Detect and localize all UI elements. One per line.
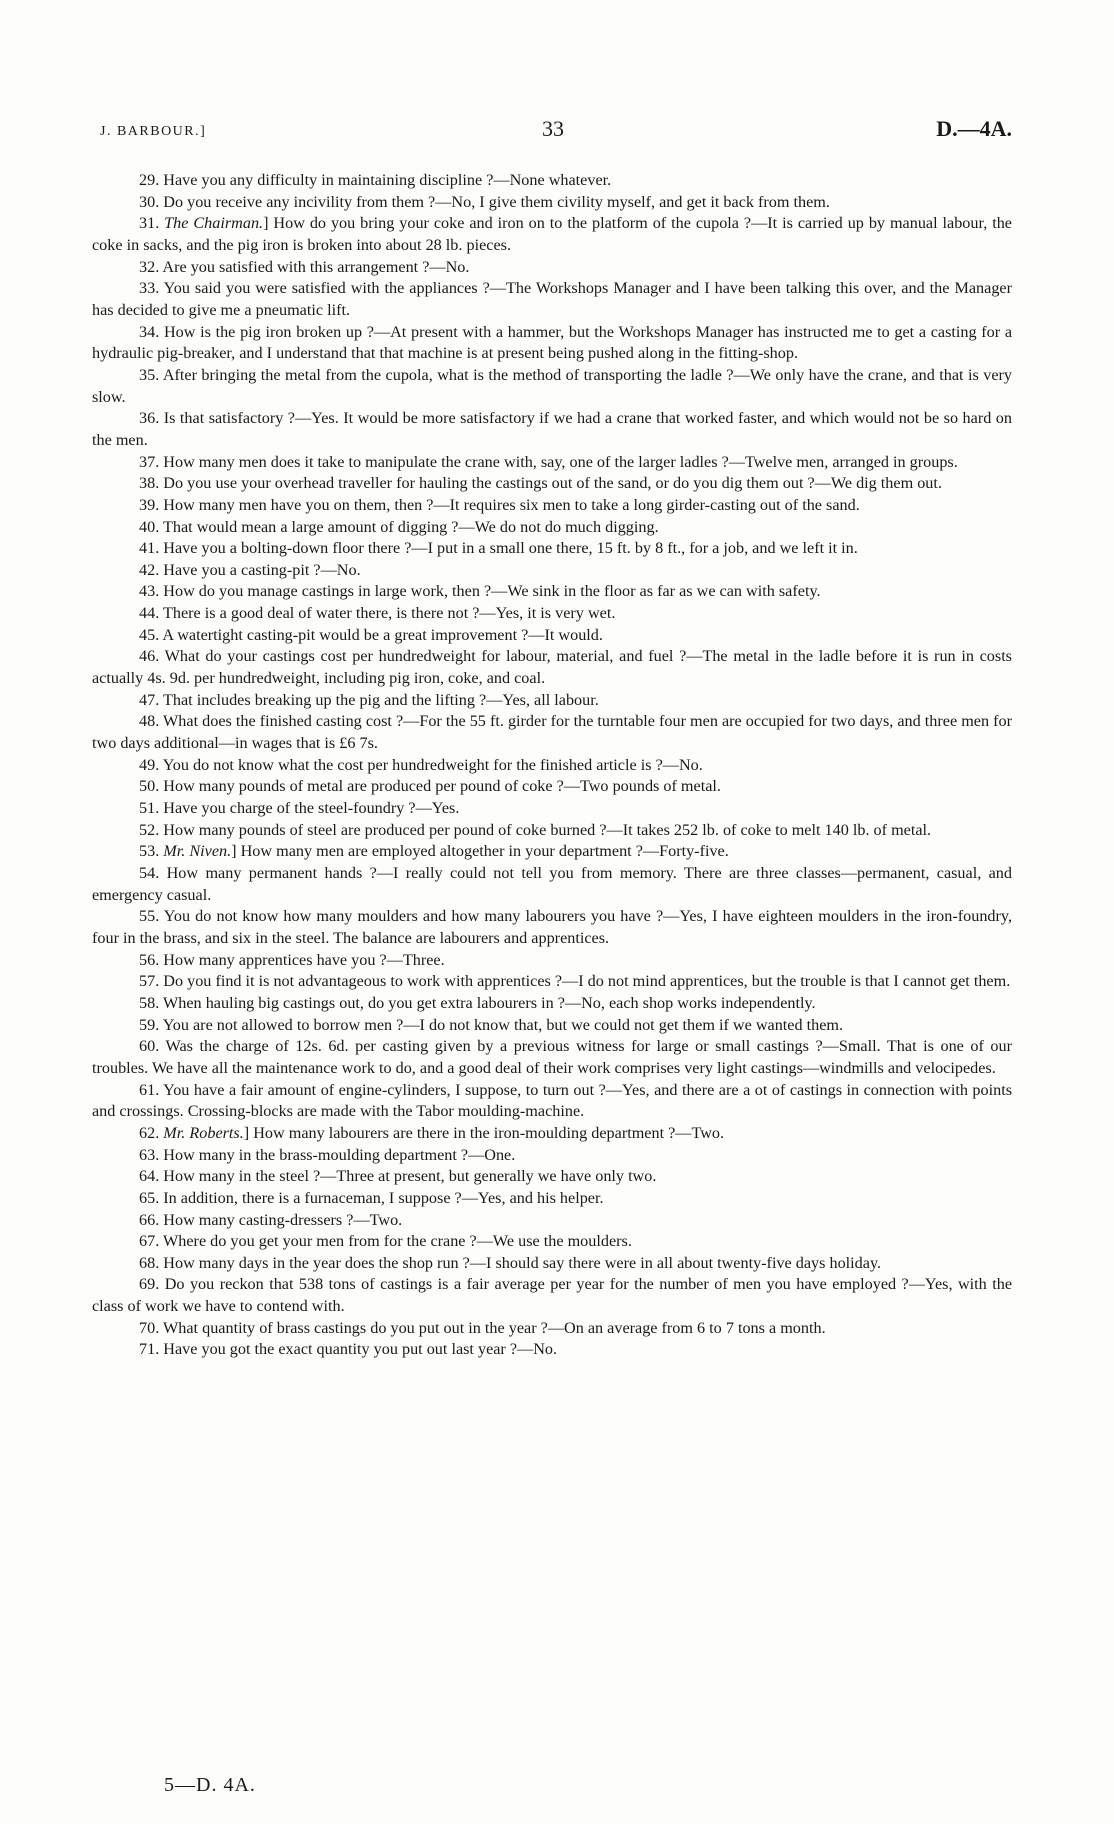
question-answer-text: Have you got the exact quantity you put out last year ?—No. (163, 1340, 558, 1359)
question-answer-text: There is a good deal of water there, is there not ?—Yes, it is very wet. (163, 604, 616, 623)
question-number: 40. (139, 517, 160, 536)
question-answer-text: That includes breaking up the pig and the lifting ?—Yes, all labour. (163, 690, 599, 709)
testimony-paragraph (92, 950, 1012, 972)
testimony-paragraph (92, 755, 1012, 777)
question-number: 53. (139, 842, 160, 861)
question-number: 63. (139, 1145, 160, 1164)
question-answer-text: How many days in the year does the shop run ?—I should say there were in all about twenty-five days holiday. (163, 1253, 882, 1272)
question-number: 68. (139, 1253, 160, 1272)
question-answer-text: How many men does it take to manipulate the crane with, say, one of the larger ladles ?—Twelve men, arranged in groups. (163, 452, 958, 471)
testimony-paragraph (92, 473, 1012, 495)
testimony-paragraph (92, 538, 1012, 560)
question-number: 46. (139, 647, 160, 666)
question-number: 71. (139, 1340, 160, 1359)
page-number: 33 (542, 116, 564, 141)
testimony-paragraph (92, 776, 1012, 798)
question-answer-text: Have you any difficulty in maintaining discipline ?—None whatever. (163, 171, 612, 189)
question-answer-text: ] How many labourers are there in the iron-moulding department ?—Two. (243, 1123, 725, 1142)
question-number: 33. (139, 279, 160, 298)
question-number: 35. (139, 365, 160, 384)
question-answer-text: After bringing the metal from the cupola, what is the method of transporting the ladle ?—We only have the crane, and that is very slow. (92, 365, 1013, 406)
question-answer-text: Are you satisfied with this arrangement ?—No. (162, 257, 470, 276)
question-answer-text: You are not allowed to borrow men ?—I do not know that, but we could not get them if we wanted them. (162, 1015, 844, 1034)
testimony-paragraph (92, 625, 1012, 647)
testimony-paragraph (92, 560, 1012, 582)
testimony-paragraph (92, 1318, 1012, 1340)
question-answer-text: Do you find it is not advantageous to work with apprentices ?—I do not mind apprentices, but the trouble is that I cannot get them. (163, 972, 1011, 991)
testimony-paragraph (92, 1188, 1012, 1210)
question-answer-text: ] How do you bring your coke and iron on to the platform of the cupola ?—It is carried up by manual labour, the coke in sacks, and the pig iron is broken into about 28 lb. pieces. (92, 214, 1012, 254)
testimony-paragraph (92, 192, 1012, 214)
testimony-paragraph (92, 408, 1012, 451)
testimony-paragraph (92, 1231, 1012, 1253)
question-number: 37. (139, 452, 160, 471)
question-answer-text: How is the pig iron broken up ?—At present with a hammer, but the Workshops Manager has instructed me to get a casting for a hydraulic pig-breaker, and I understand that that machine is at present being pushed along in the fitting-shop. (92, 322, 1013, 363)
question-answer-text: Do you use your overhead traveller for hauling the castings out of the sand, or do you dig them out ?—We dig them out. (163, 474, 942, 493)
question-answer-text: Do you reckon that 538 tons of castings is a fair average per year for the number of men you have employed ?—Yes, with the class of work we have to contend with. (92, 1275, 1013, 1316)
question-answer-text: How many men have you on them, then ?—It requires six men to take a long girder-casting out of the sand. (163, 495, 860, 514)
question-number: 65. (139, 1188, 160, 1207)
question-number: 64. (139, 1167, 160, 1186)
question-number: 62. (139, 1123, 160, 1142)
question-answer-text: Have you a bolting-down floor there ?—I put in a small one there, 15 ft. by 8 ft., for a job, and we left it in. (163, 539, 858, 558)
question-number: 31. (139, 214, 160, 233)
testimony-paragraph (92, 495, 1012, 517)
question-number: 30. (139, 192, 160, 211)
testimony-paragraph (92, 278, 1012, 321)
testimony-paragraph (92, 863, 1012, 906)
question-number: 44. (139, 604, 160, 623)
question-number: 67. (139, 1232, 160, 1251)
testimony-paragraph (92, 322, 1012, 365)
document-reference: D.—4A. (936, 116, 1012, 141)
testimony-paragraph (92, 993, 1012, 1015)
question-answer-text: ] How many men are employed altogether in your department ?—Forty-five. (231, 842, 729, 861)
question-number: 39. (139, 495, 160, 514)
testimony-paragraph (92, 1015, 1012, 1037)
testimony-paragraph (92, 603, 1012, 625)
question-answer-text: What quantity of brass castings do you put out in the year ?—On an average from 6 to 7 tons a month. (163, 1318, 826, 1337)
testimony-paragraph (92, 581, 1012, 603)
question-number: 54. (139, 864, 160, 882)
question-number: 36. (139, 409, 160, 428)
testimony-paragraph (92, 1036, 1012, 1079)
question-answer-text: Where do you get your men from for the crane ?—We use the moulders. (163, 1232, 632, 1251)
question-answer-text: Have you charge of the steel-foundry ?—Yes. (163, 799, 460, 818)
question-number: 49. (139, 755, 160, 774)
question-answer-text: Is that satisfactory ?—Yes. It would be more satisfactory if we had a crane that worked faster, and which would not be so hard on the men. (92, 409, 1012, 449)
question-number: 57. (139, 972, 160, 991)
question-number: 51. (139, 799, 160, 818)
question-number: 59. (139, 1015, 160, 1034)
question-answer-text: Do you receive any incivility from them ?—No, I give them civility myself, and get it back from them. (163, 192, 830, 211)
question-number: 55. (139, 907, 160, 926)
testimony-paragraph (92, 1080, 1012, 1123)
testimony-paragraph (92, 213, 1012, 256)
question-number: 61. (139, 1080, 160, 1099)
question-answer-text: That would mean a large amount of digging ?—We do not do much digging. (163, 517, 659, 536)
question-answer-text: What does the finished casting cost ?—For the 55 ft. girder for the turntable four men are occupied for two days, and three men for two days additional—in wages that is £6 7s. (92, 712, 1012, 753)
testimony-paragraph (92, 711, 1012, 754)
question-number: 43. (139, 582, 160, 601)
question-number: 60. (139, 1037, 160, 1056)
question-answer-text: How many permanent hands ?—I really could not tell you from memory. There are three classes—permanent, casual, and emergency casual. (92, 864, 1012, 904)
testimony-paragraph (92, 517, 1012, 539)
testimony-paragraph (92, 1274, 1012, 1317)
testimony-paragraph (92, 170, 1012, 192)
question-answer-text: How many pounds of metal are produced per pound of coke ?—Two pounds of metal. (163, 777, 721, 796)
question-answer-text: How many casting-dressers ?—Two. (163, 1210, 403, 1229)
question-answer-text: Have you a casting-pit ?—No. (163, 560, 361, 579)
testimony-paragraph (92, 1123, 1012, 1145)
question-answer-text: You said you were satisfied with the appliances ?—The Workshops Manager and I have been talking this over, and the Manager has decided to give me a pneumatic lift. (92, 279, 1012, 319)
testimony-body (92, 170, 1012, 1361)
testimony-paragraph (92, 257, 1012, 279)
testimony-paragraph (92, 1166, 1012, 1188)
testimony-paragraph (92, 1145, 1012, 1167)
question-number: 34. (139, 322, 160, 341)
question-answer-text: You do not know what the cost per hundredweight for the finished article is ?—No. (162, 755, 703, 774)
speaker-name: Mr. Niven. (163, 842, 232, 861)
question-number: 41. (139, 539, 160, 558)
question-number: 52. (139, 820, 160, 839)
question-answer-text: In addition, there is a furnaceman, I suppose ?—Yes, and his helper. (163, 1188, 604, 1207)
witness-name: J. BARBOUR.] (100, 124, 207, 139)
question-answer-text: When hauling big castings out, do you get extra labourers in ?—No, each shop works independently. (163, 993, 816, 1012)
question-answer-text: What do your castings cost per hundredweight for labour, material, and fuel ?—The metal in the ladle before it is run in costs actually 4s. 9d. per hundredweight, including pig iron, coke, and coal. (92, 647, 1012, 688)
testimony-paragraph (92, 971, 1012, 993)
testimony-paragraph (92, 1339, 1012, 1361)
question-number: 38. (139, 474, 160, 493)
question-number: 42. (139, 560, 160, 579)
speaker-name: The Chairman. (164, 214, 264, 233)
testimony-paragraph (92, 690, 1012, 712)
question-number: 50. (139, 777, 160, 796)
question-number: 58. (139, 993, 160, 1012)
page-header (94, 116, 1012, 146)
testimony-paragraph (92, 365, 1012, 408)
question-answer-text: You have a fair amount of engine-cylinders, I suppose, to turn out ?—Yes, and there are a ot of castings in connection with points and crossings. Crossing-blocks are made with the Tabor moulding-machine. (92, 1080, 1012, 1121)
question-number: 69. (139, 1275, 160, 1294)
question-number: 45. (139, 625, 160, 644)
question-number: 32. (139, 257, 160, 276)
question-answer-text: How many in the steel ?—Three at present, but generally we have only two. (163, 1167, 657, 1186)
question-answer-text: How do you manage castings in large work, then ?—We sink in the floor as far as we can with safety. (163, 582, 821, 601)
question-number: 66. (139, 1210, 160, 1229)
question-number: 70. (139, 1318, 160, 1337)
testimony-paragraph (92, 841, 1012, 863)
question-number: 48. (139, 712, 160, 731)
testimony-paragraph (92, 1210, 1012, 1232)
testimony-paragraph (92, 798, 1012, 820)
question-number: 47. (139, 690, 160, 709)
testimony-paragraph (92, 820, 1012, 842)
testimony-paragraph (92, 906, 1012, 949)
question-answer-text: Was the charge of 12s. 6d. per casting given by a previous witness for large or small castings ?—Small. That is one of our troubles. We have all the maintenance work to do, and a good deal of their work comprises very light castings—windmills and velocipedes. (92, 1037, 1012, 1077)
signature-mark: 5—D. 4A. (164, 1774, 256, 1796)
testimony-paragraph (92, 646, 1012, 689)
question-number: 56. (139, 950, 160, 969)
question-answer-text: A watertight casting-pit would be a great improvement ?—It would. (162, 625, 603, 644)
question-answer-text: How many in the brass-moulding department ?—One. (163, 1145, 516, 1164)
testimony-paragraph (92, 1253, 1012, 1275)
speaker-name: Mr. Roberts. (163, 1123, 244, 1142)
question-answer-text: How many apprentices have you ?—Three. (163, 950, 445, 969)
question-answer-text: How many pounds of steel are produced per pound of coke burned ?—It takes 252 lb. of coke to melt 140 lb. of metal. (163, 820, 932, 839)
question-answer-text: You do not know how many moulders and how many labourers you have ?—Yes, I have eighteen moulders in the iron-foundry, four in the brass, and six in the steel. The balance are labourers and apprentices. (92, 907, 1012, 947)
question-number: 29. (139, 171, 160, 189)
testimony-paragraph (92, 452, 1012, 474)
